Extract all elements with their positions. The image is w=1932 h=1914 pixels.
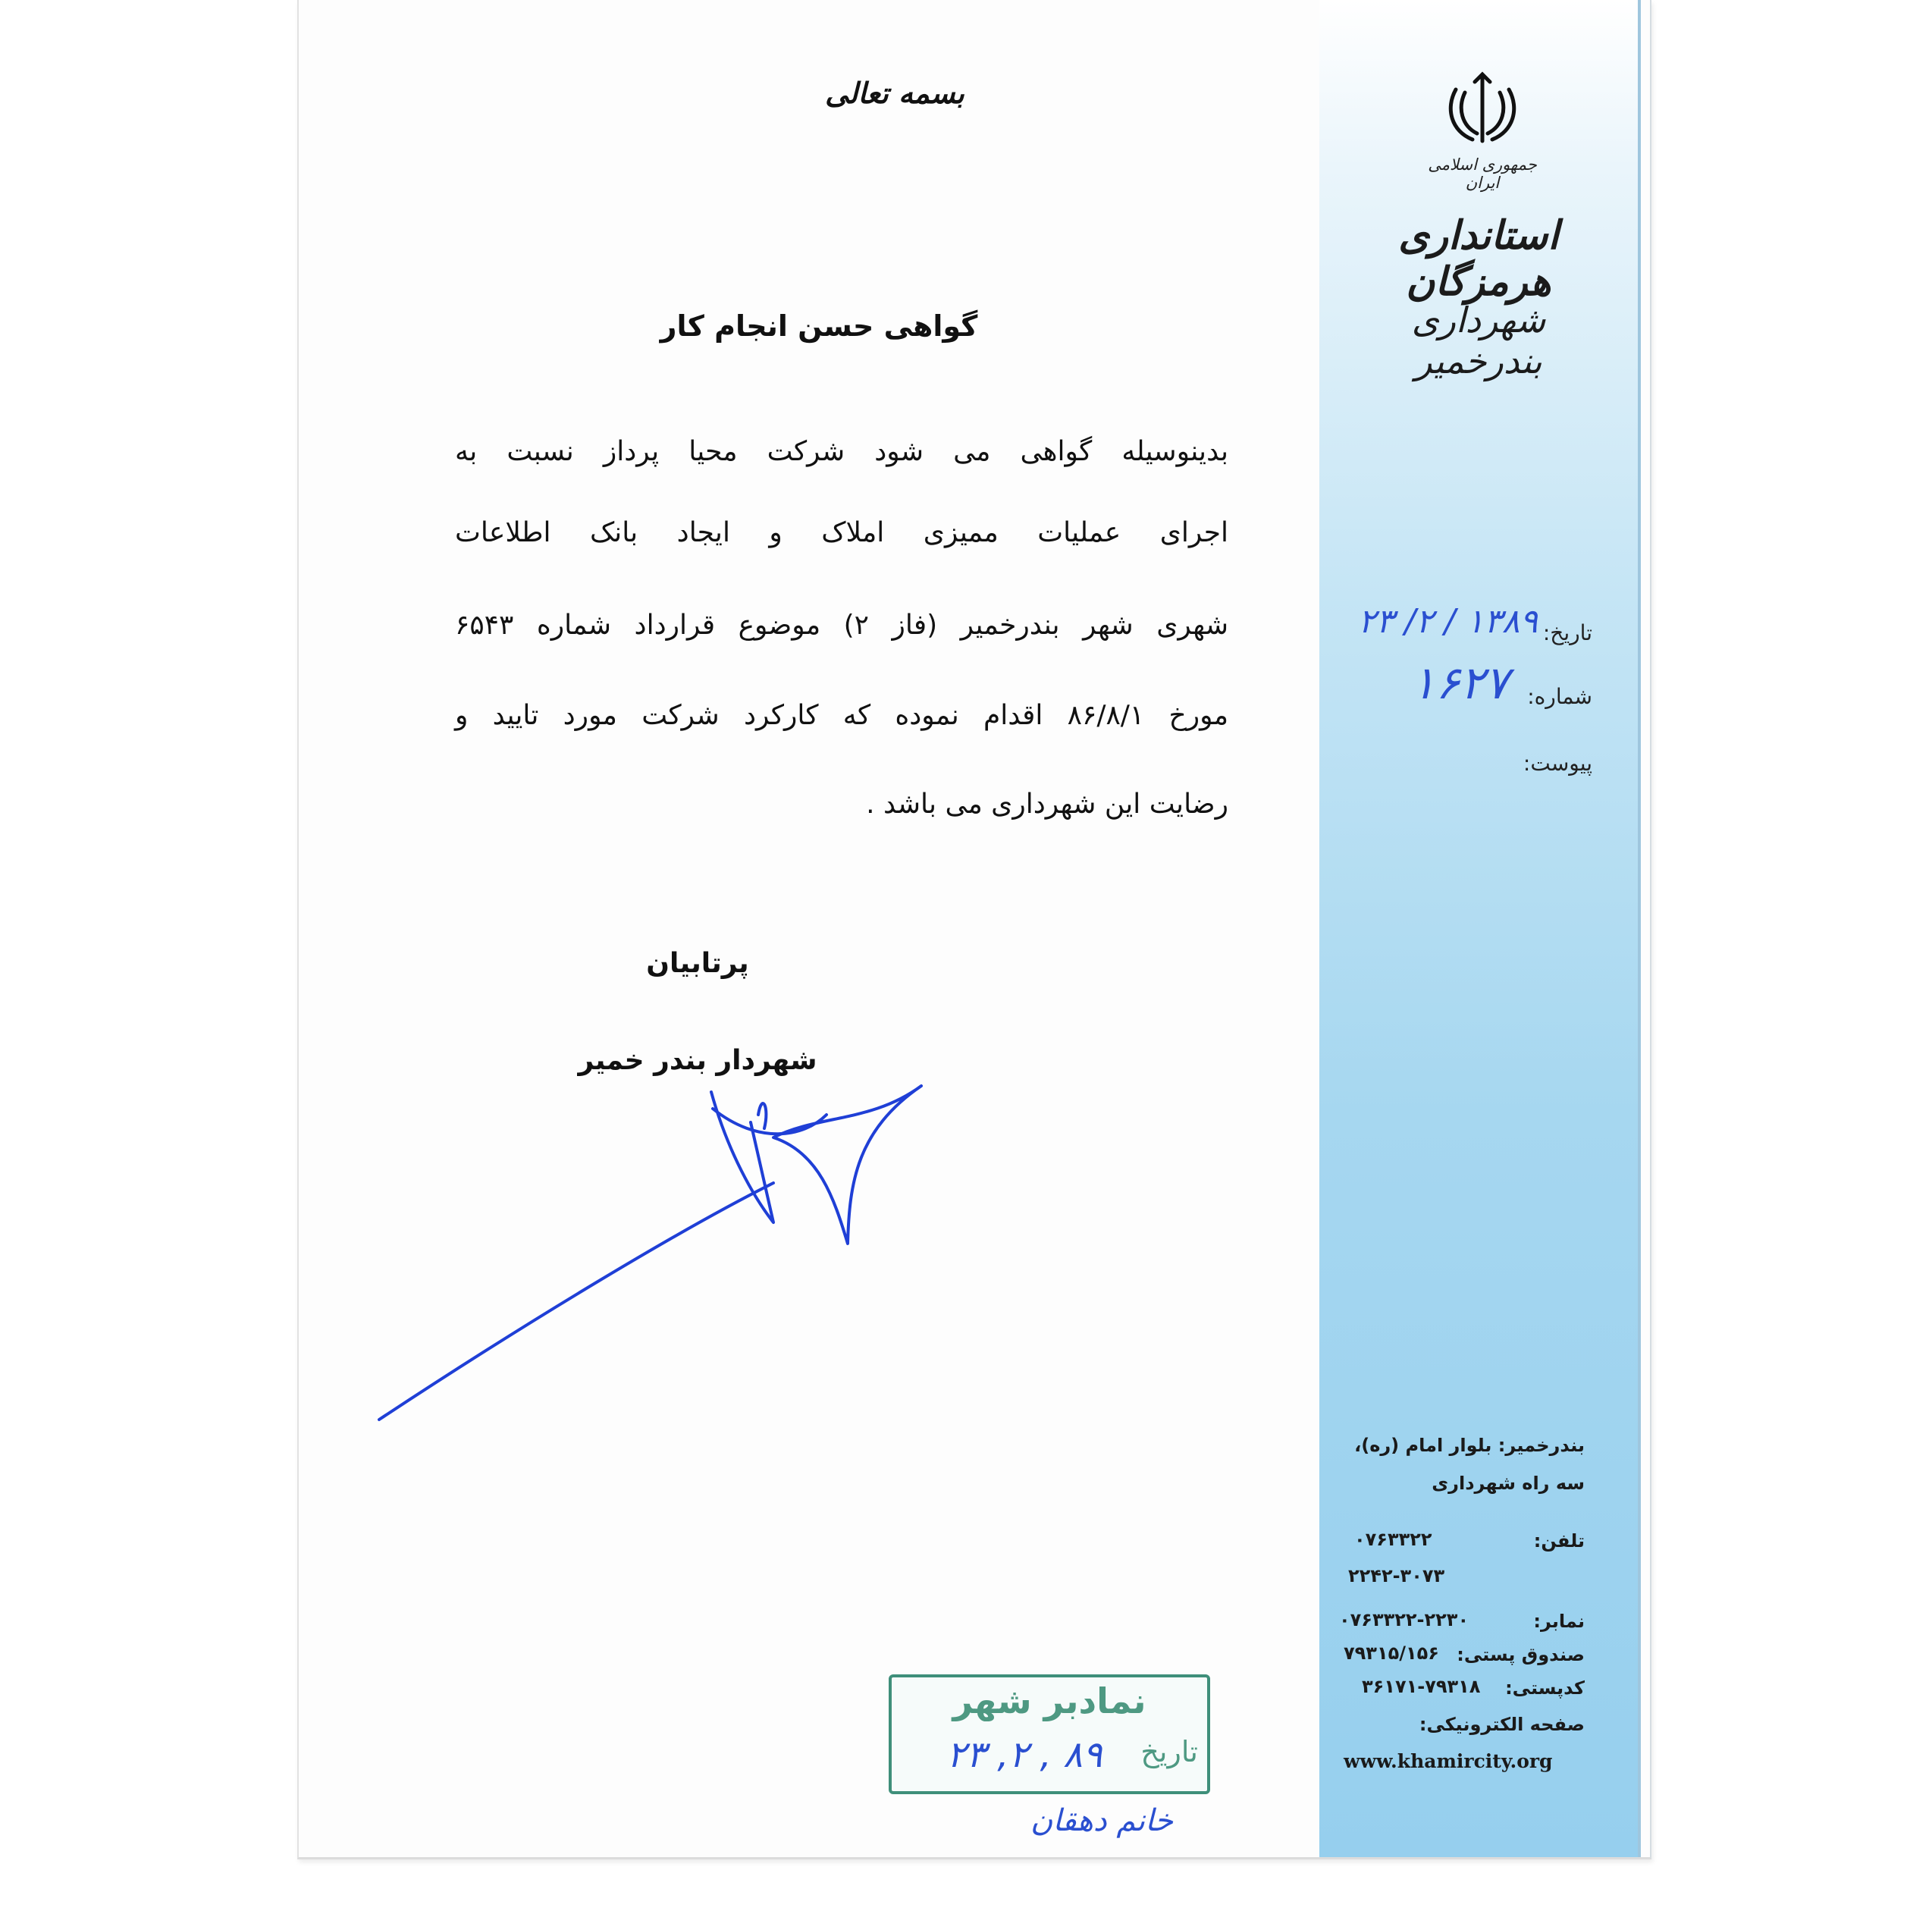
- pobox-label: صندوق پستی:: [1457, 1644, 1585, 1665]
- date-value: ۱۳۸۹ / ۲/ ۲۳: [1357, 602, 1538, 641]
- basmala-heading: بسمه تعالی: [825, 76, 964, 110]
- postal-code: ۳۶۱۷۱-۷۹۳۱۸: [1362, 1676, 1481, 1697]
- website-url: www.khamircity.org: [1344, 1750, 1553, 1772]
- phone-number-1: ۰۷۶۳۳۲۲: [1354, 1529, 1432, 1550]
- signer-title: شهردار بندر خمیر: [578, 1045, 817, 1076]
- stamp-date-value: ۸۹ , ۲, ۲۳: [946, 1734, 1102, 1776]
- attachment-label: پیوست:: [1523, 751, 1592, 776]
- emblem-caption: جمهوری اسلامی ایران: [1428, 155, 1537, 192]
- letter-title: گواهی حسن انجام کار: [660, 309, 978, 343]
- fax-number: ۰۷۶۳۳۲۲-۲۲۳۰: [1339, 1609, 1469, 1630]
- postal-code-label: کدپستی:: [1505, 1677, 1585, 1699]
- date-label: تاریخ:: [1542, 620, 1592, 645]
- address-line-2: سه راه شهرداری: [1432, 1473, 1585, 1494]
- letter-body-line: رضایت این شهرداری می باشد .: [866, 789, 1228, 820]
- stamp-date-label: تاریخ: [1140, 1735, 1198, 1768]
- municipality-title: شهرداری بندرخمیر: [1411, 300, 1546, 381]
- pobox-number: ۷۹۳۱۵/۱۵۶: [1344, 1643, 1439, 1664]
- iran-emblem-icon: [1441, 67, 1524, 150]
- signer-name: پرتابیان: [646, 948, 749, 979]
- letter-body-line: اجرای عملیات ممیزی املاک و ایجاد بانک اطلاعات: [455, 517, 1228, 548]
- province-title: استانداری هرمزگان: [1398, 212, 1559, 305]
- stamp-title: نمادبر شهر: [952, 1680, 1146, 1721]
- website-label: صفحه الکترونیکی:: [1419, 1714, 1585, 1735]
- number-label: شماره:: [1527, 684, 1592, 709]
- phone-label: تلفن:: [1533, 1530, 1585, 1552]
- fax-label: نمابر:: [1533, 1611, 1585, 1632]
- letter-body-line: شهری شهر بندرخمیر (فاز ۲) موضوع قرارداد شماره ۶۵۴۳: [455, 610, 1228, 641]
- handwritten-note: خانم دهقان: [1030, 1803, 1174, 1838]
- phone-number-2: ۲۲۴۲-۳۰۷۳: [1348, 1565, 1445, 1586]
- number-value: ۱۶۲۷: [1411, 657, 1509, 710]
- letter-body-line: بدینوسیله گواهی می شود شرکت محیا پرداز نسبت به: [455, 436, 1228, 467]
- paper-edge: [1638, 0, 1641, 1857]
- address-line-1: بندرخمیر: بلوار امام (ره)،: [1354, 1435, 1585, 1456]
- letter-body-line: مورخ ۸۶/۸/۱ اقدام نموده که کارکرد شرکت مورد تایید و: [455, 700, 1229, 731]
